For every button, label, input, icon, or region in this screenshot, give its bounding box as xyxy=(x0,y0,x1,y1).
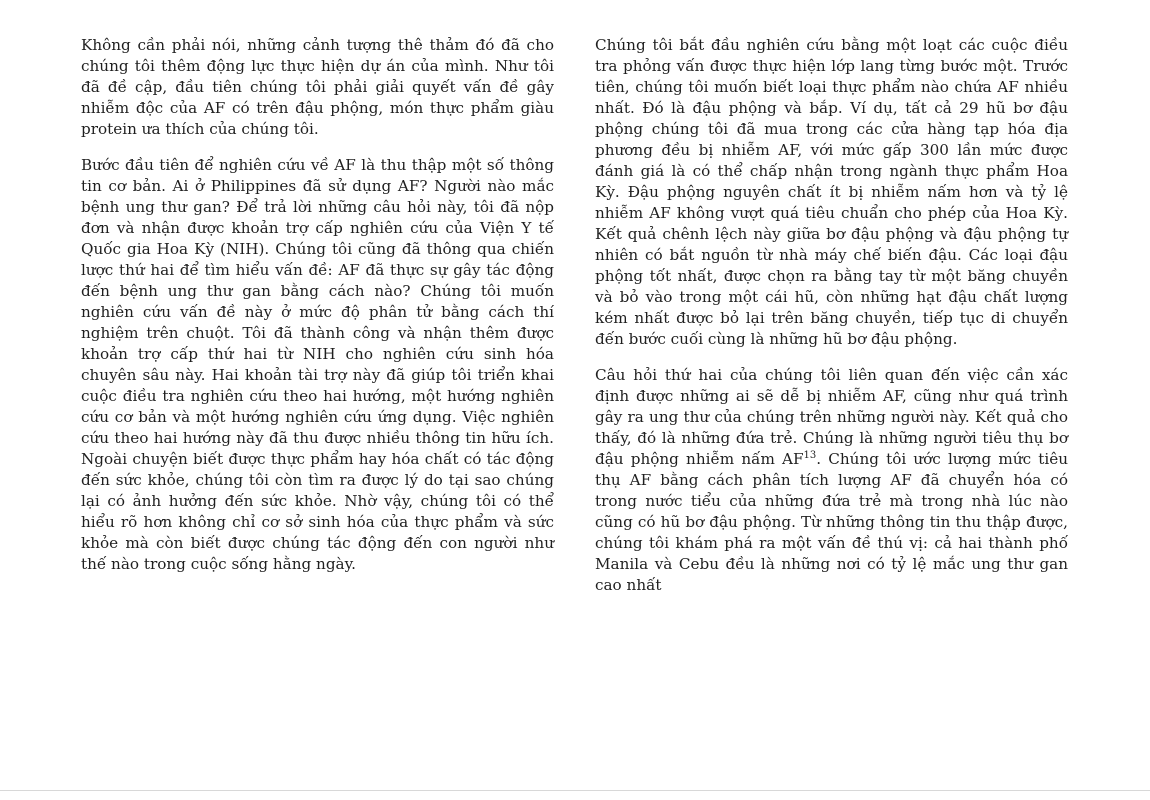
left-column xyxy=(81,35,554,590)
paragraph-children-exposure xyxy=(595,365,1068,596)
paragraph-text-after-citation: . Chúng tôi ước lượng mức tiêu thụ AF bằng cách phân tích lượng AF đã chuyển hóa có trong nước tiểu của những đứa trẻ mà trong nhà lúc nào cũng có hũ bơ đậu phộng. Từ những thông tin thu thập được, chúng tôi khám phá ra một vấn đề thú vị: cả hai thành phố Manila và Cebu đều là những nơi có tỷ lệ mắc ung thư gan cao nhất xyxy=(595,450,1068,594)
paragraph-text-before-citation: Câu hỏi thứ hai của chúng tôi liên quan đến việc cần xác định được những ai sẽ dễ bị nhiễm AF, cũng như quá trình gây ra ung thư của chúng trên những người này. Kết quả cho thấy, đó là những đứa trẻ. Chúng là những người tiêu thụ bơ đậu phộng nhiễm nấm AF xyxy=(595,366,1068,468)
paragraph-research-grants: Bước đầu tiên để nghiên cứu về AF là thu thập một số thông tin cơ bản. Ai ở Philippines đã sử dụng AF? Người nào mắc bệnh ung thư gan? Để trả lời những câu hỏi này, tôi đã nộp đơn và nhận được khoản trợ cấp nghiên cứu của Viện Y tế Quốc gia Hoa Kỳ (NIH). Chúng tôi cũng đã thông qua chiến lược thứ hai để tìm hiểu vấn đề: AF đã thực sự gây tác động đến bệnh ung thư gan bằng cách nào? Chúng tôi muốn nghiên cứu vấn đề này ở mức độ phân tử bằng cách thí nghiệm trên chuột. Tôi đã thành công và nhận thêm được khoản trợ cấp thứ hai từ NIH cho nghiên cứu sinh hóa chuyên sâu này. Hai khoản tài trợ này đã giúp tôi triển khai cuộc điều tra nghiên cứu theo hai hướng, một hướng nghiên cứu cơ bản và một hướng nghiên cứu ứng dụng. Việc nghiên cứu theo hai hướng này đã thu được nhiều thông tin hữu ích. Ngoài chuyện biết được thực phẩm hay hóa chất có tác động đến sức khỏe, chúng tôi còn tìm ra được lý do tại sao chúng lại có ảnh hưởng đến sức khỏe. Nhờ vậy, chúng tôi có thể hiểu rõ hơn không chỉ cơ sở sinh hóa của thực phẩm và sức khỏe mà còn biết được chúng tác động đến con người như thế nào trong cuộc sống hằng ngày. xyxy=(81,156,554,573)
paragraph-motivation: Không cần phải nói, những cảnh tượng thê thảm đó đã cho chúng tôi thêm động lực thực hiện dự án của mình. Như tôi đã đề cập, đầu tiên chúng tôi phải giải quyết vấn đề gây nhiễm độc của AF có trên đậu phộng, món thực phẩm giàu protein ưa thích của chúng tôi. xyxy=(81,36,554,138)
citation-superscript: 13 xyxy=(803,450,817,461)
paragraph-peanut-survey: Chúng tôi bắt đầu nghiên cứu bằng một loạt các cuộc điều tra phỏng vấn được thực hiện lớp lang từng bước một. Trước tiên, chúng tôi muốn biết loại thực phẩm nào chứa AF nhiều nhất. Đó là đậu phộng và bắp. Ví dụ, tất cả 29 hũ bơ đậu phộng chúng tôi đã mua trong các cửa hàng tạp hóa địa phương đều bị nhiễm AF, với mức gấp 300 lần mức được đánh giá là có thể chấp nhận trong ngành thực phẩm Hoa Kỳ. Đậu phộng nguyên chất ít bị nhiễm nấm hơn và tỷ lệ nhiễm AF không vượt quá tiêu chuẩn cho phép của Hoa Kỳ. Kết quả chênh lệch này giữa bơ đậu phộng và đậu phộng tự nhiên có bắt nguồn từ nhà máy chế biến đậu. Các loại đậu phộng tốt nhất, được chọn ra bằng tay từ một băng chuyền và bỏ vào trong một cái hũ, còn những hạt đậu chất lượng kém nhất được bỏ lại trên băng chuyền, tiếp tục di chuyển đến bước cuối cùng là những hũ bơ đậu phộng. xyxy=(595,36,1068,348)
right-column xyxy=(595,35,1068,611)
